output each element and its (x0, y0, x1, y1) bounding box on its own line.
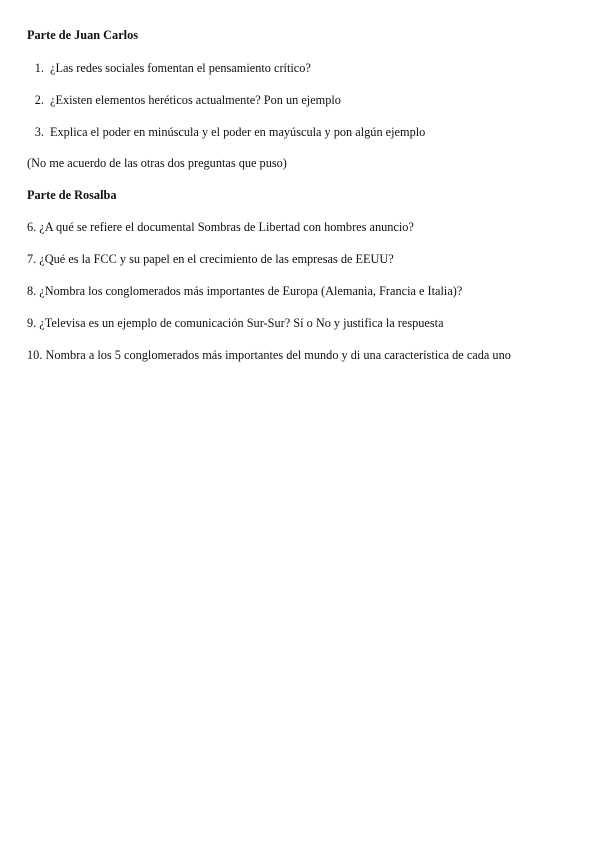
heading-juan-carlos: Parte de Juan Carlos (27, 28, 139, 42)
question-7: 7. ¿Qué es la FCC y su papel en el crecimiento de las empresas de EEUU? (27, 252, 394, 266)
list-item-number: 1. (34, 61, 44, 75)
list-item (14, 124, 574, 140)
list-item-text: ¿Las redes sociales fomentan el pensamiento crítico? (50, 61, 311, 75)
note-missing-questions: (No me acuerdo de las otras dos preguntas que puso) (27, 156, 287, 170)
heading-rosalba: Parte de Rosalba (27, 188, 117, 202)
list-item-text: ¿Existen elementos heréticos actualmente? Pon un ejemplo (50, 93, 341, 107)
question-6: 6. ¿A qué se refiere el documental Sombras de Libertad con hombres anuncio? (27, 220, 414, 234)
list-item-number: 2. (34, 93, 44, 107)
list-item (14, 92, 574, 108)
list-item (14, 60, 574, 76)
list-item-text: Explica el poder en minúscula y el poder en mayúscula y pon algún ejemplo (50, 125, 426, 139)
question-8: 8. ¿Nombra los conglomerados más importantes de Europa (Alemania, Francia e Italia)? (27, 284, 463, 298)
question-9: 9. ¿Televisa es un ejemplo de comunicación Sur-Sur? Sí o No y justifica la respuesta (27, 316, 444, 330)
question-10: 10. Nombra a los 5 conglomerados más importantes del mundo y di una característica de cada uno (27, 348, 511, 362)
list-item-number: 3. (34, 125, 44, 139)
